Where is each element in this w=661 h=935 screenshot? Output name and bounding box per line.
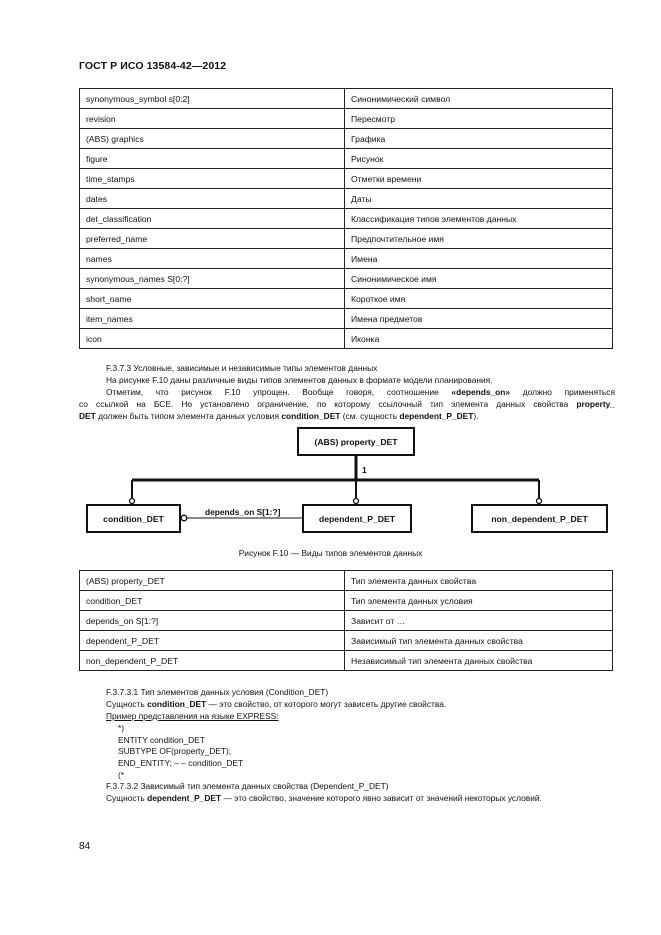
table-cell-term: figure <box>80 149 345 169</box>
document-code-header: ГОСТ Р ИСО 13584-42—2012 <box>79 60 227 72</box>
section-heading-f3732: F.3.7.3.2 Зависимый тип элемента данных свойства (Dependent_P_DET) <box>106 781 389 791</box>
express-code-line: *) <box>118 723 125 733</box>
table-cell-term: icon <box>80 329 345 349</box>
subtype-end-circle <box>354 499 359 504</box>
text-run: должен быть типом элемента данных условия <box>95 411 282 421</box>
table-cell-translation: Зависит от … <box>345 611 613 631</box>
table-cell-translation: Тип элемента данных свойства <box>345 571 613 591</box>
table-cell-term: depends_on S[1:?] <box>80 611 345 631</box>
table-cell-term: dependent_P_DET <box>80 631 345 651</box>
table-cell-translation: Классификация типов элементов данных <box>345 209 613 229</box>
table-cell-term: (ABS) graphics <box>80 129 345 149</box>
table-cell-translation: Тип элемента данных условия <box>345 591 613 611</box>
table-cell-term: condition_DET <box>80 591 345 611</box>
relation-end-circle <box>181 515 187 521</box>
subtype-end-circle <box>130 499 135 504</box>
table-cell-term: preferred_name <box>80 229 345 249</box>
table-cell-translation: Независимый тип элемента данных свойства <box>345 651 613 671</box>
table-row <box>80 631 613 651</box>
text-run: должно применяться <box>510 387 615 397</box>
table-cell-term: time_stamps <box>80 169 345 189</box>
table-cell-translation: Предпочтительное имя <box>345 229 613 249</box>
table-cell-term: dates <box>80 189 345 209</box>
table-row <box>80 591 613 611</box>
text-run-bold: DET <box>79 411 96 421</box>
depends-on-label: depends_on S[1:?] <box>205 507 281 517</box>
diagram-box-non-dependent-p-det: non_dependent_P_DET <box>471 504 608 533</box>
cardinality-label: 1 <box>362 465 367 475</box>
table-row <box>80 571 613 591</box>
table-row <box>80 611 613 631</box>
text-run-bold: condition_DET <box>147 699 207 709</box>
subtype-end-circle <box>537 499 542 504</box>
table-cell-translation: Даты <box>345 189 613 209</box>
table-cell-translation: Синонимический символ <box>345 89 613 109</box>
express-code-line: ENTITY condition_DET <box>118 735 205 745</box>
section-heading-f373: F.3.7.3 Условные, зависимые и независимые типы элементов данных <box>106 363 378 373</box>
table-cell-translation: Отметки времени <box>345 169 613 189</box>
table-cell-translation: Короткое имя <box>345 289 613 309</box>
table-cell-term: item_names <box>80 309 345 329</box>
table-cell-term: (ABS) property_DET <box>80 571 345 591</box>
table-cell-translation: Имена предметов <box>345 309 613 329</box>
text-run: ). <box>473 411 479 421</box>
table-cell-translation: Имена <box>345 249 613 269</box>
table-cell-term: names <box>80 249 345 269</box>
express-code-line: END_ENTITY; – – condition_DET <box>118 758 244 768</box>
table-cell-translation: Иконка <box>345 329 613 349</box>
paragraph-figure-intro: На рисунке F.10 даны различные виды типов элементов данных в формате модели планирования. <box>106 375 493 385</box>
page-number: 84 <box>79 841 91 852</box>
text-run: Отметим, что рисунок F.10 упрощен. Вообще говоря, соотношение <box>106 387 452 397</box>
dependent-p-det-definition <box>106 793 542 805</box>
table-cell-translation: Зависимый тип элемента данных свойства <box>345 631 613 651</box>
diagram-box-condition-det: condition_DET <box>86 504 181 533</box>
table-cell-translation: Синонимическое имя <box>345 269 613 289</box>
express-example-label: Пример представления на языке EXPRESS: <box>106 711 279 721</box>
table-cell-term: non_dependent_P_DET <box>80 651 345 671</box>
diagram-legend-table <box>79 570 613 671</box>
text-run-bold: dependent_P_DET <box>399 411 474 421</box>
figure-caption: Рисунок F.10 — Виды типов элементов данных <box>238 548 423 558</box>
express-code-line: SUBTYPE OF(property_DET); <box>118 746 232 756</box>
table-cell-term: synonymous_symbol s[0:2] <box>80 89 345 109</box>
table-cell-translation: Пересмотр <box>345 109 613 129</box>
diagram-box-property-det: (ABS) property_DET <box>297 427 415 456</box>
text-run: Сущность <box>106 793 148 803</box>
text-run-bold: condition_DET <box>281 411 341 421</box>
text-run-bold: property_ <box>576 399 615 409</box>
table-cell-term: synonymous_names S[0:?] <box>80 269 345 289</box>
table-cell-term: revision <box>80 109 345 129</box>
text-run: Сущность <box>106 699 148 709</box>
condition-det-definition <box>106 699 446 711</box>
table-cell-translation: Рисунок <box>345 149 613 169</box>
diagram-box-dependent-p-det: dependent_P_DET <box>302 504 412 533</box>
table-cell-term: det_classification <box>80 209 345 229</box>
table-cell-translation: Графика <box>345 129 613 149</box>
text-run: — это свойство, от которого могут зависеть другие свойства. <box>206 699 447 709</box>
text-run-bold: dependent_P_DET <box>147 793 222 803</box>
text-run: со ссылкой на БСЕ. Но установлено ограничение, по которому ссылочный тип элемента данных свойства <box>79 399 577 409</box>
text-run: (см. сущность <box>340 411 400 421</box>
section-heading-f3731: F.3.7.3.1 Тип элементов данных условия (Condition_DET) <box>106 687 329 697</box>
table-row <box>80 651 613 671</box>
express-code-line: (* <box>118 770 125 780</box>
table-cell-term: short_name <box>80 289 345 309</box>
text-run-bold: «depends_on» <box>451 387 511 397</box>
diagram-legend-table-body <box>80 571 613 671</box>
text-run: — это свойство, значение которого явно зависит от значений некоторых условий. <box>221 793 542 803</box>
